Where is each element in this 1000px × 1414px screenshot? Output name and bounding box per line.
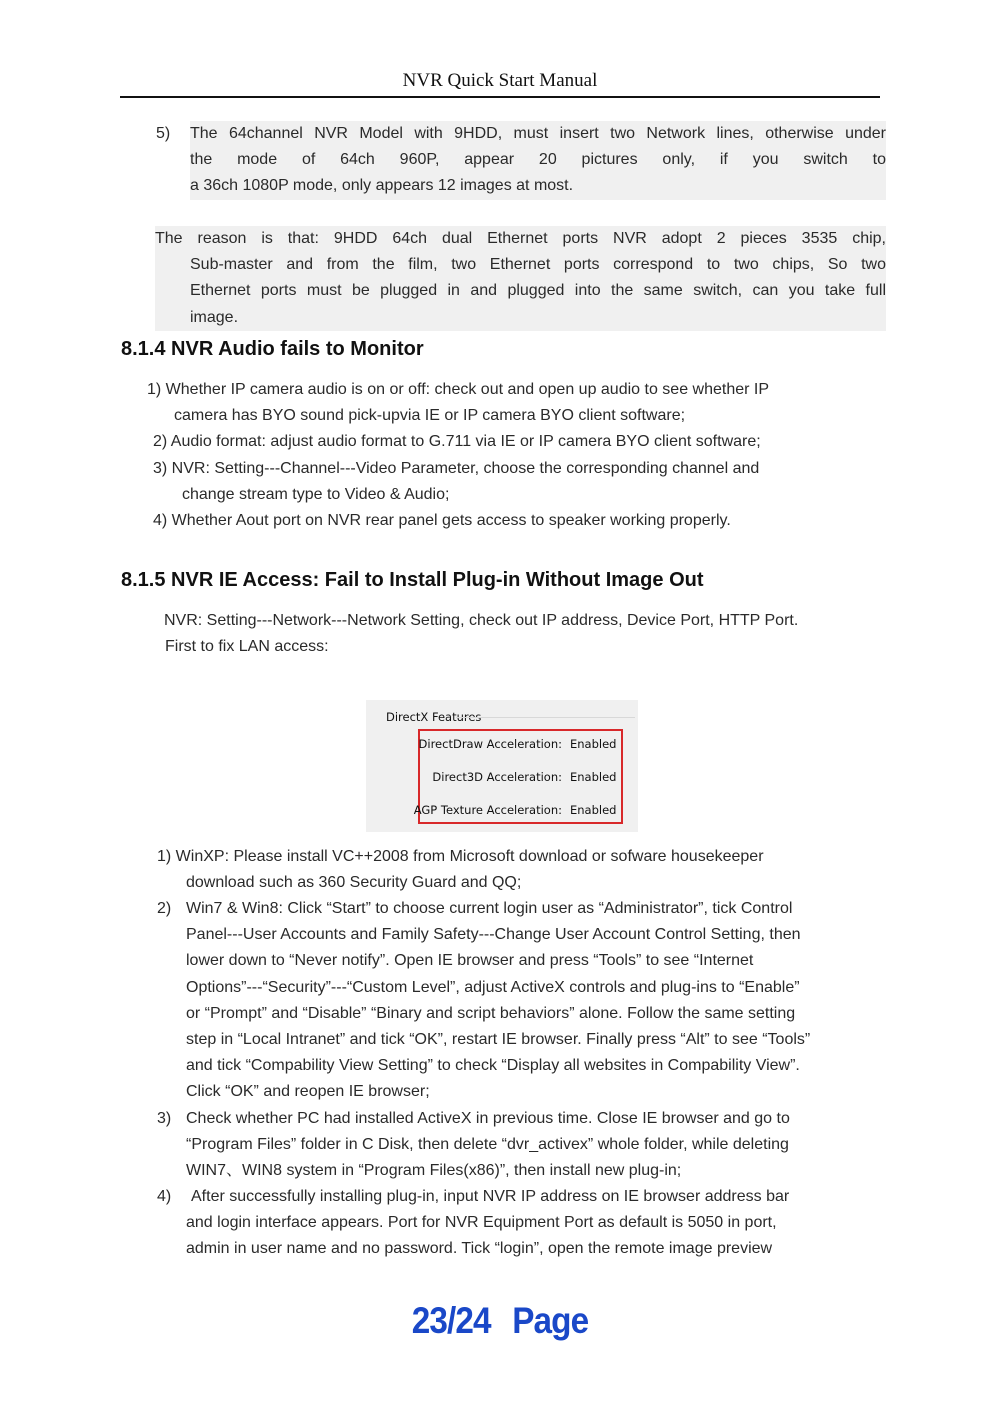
direct3d-value: Enabled — [570, 770, 617, 784]
ie-item-3-line: WIN7、WIN8 system in “Program Files(x86)”, then install new plug-in; — [186, 1162, 682, 1180]
audio-item: 2) Audio format: adjust audio format to G.711 via IE or IP camera BYO client software; — [153, 433, 761, 451]
ie-item-2-number: 2) — [157, 900, 172, 917]
directdraw-row — [419, 737, 616, 751]
ie-item-4-number: 4) — [157, 1188, 172, 1205]
directx-group-title: DirectX Features — [386, 710, 482, 724]
ie-item-4-line: admin in user name and no password. Tick “login”, open the remote image preview — [186, 1240, 773, 1258]
running-header: NVR Quick Start Manual — [402, 70, 598, 91]
ie-item-2-line: Panel---User Accounts and Family Safety---Change User Account Control Setting, then — [186, 926, 801, 944]
ie-item-2-line: Click “OK” and reopen IE browser; — [186, 1083, 430, 1101]
note-5-line: The 64channel NVR Model with 9HDD, must insert two Network lines, otherwise under — [190, 125, 886, 142]
section-heading-8-1-5: 8.1.5 NVR IE Access: Fail to Install Plug-in Without Image Out — [121, 569, 704, 591]
reason-line: The reason is that: 9HDD 64ch dual Ethernet ports NVR adopt 2 pieces 3535 chip, — [155, 230, 886, 247]
page-number: 23/24 — [411, 1300, 491, 1341]
group-divider — [456, 717, 635, 718]
network-intro — [164, 608, 798, 660]
audio-item: change stream type to Video & Audio; — [182, 485, 450, 503]
note-5-number: 5) — [156, 125, 171, 142]
page-label: Page — [512, 1300, 589, 1341]
section-heading-8-1-4: 8.1.4 NVR Audio fails to Monitor — [121, 338, 424, 360]
reason-line: image. — [190, 308, 239, 326]
directx-features-screenshot — [366, 700, 638, 832]
ie-item-4-line: After successfully installing plug-in, input NVR IP address on IE browser address bar — [191, 1188, 790, 1205]
ie-item-3-line: Check whether PC had installed ActiveX in previous time. Close IE browser and go to — [186, 1110, 790, 1127]
audio-item: camera has BYO sound pick-upvia IE or IP camera BYO client software; — [174, 407, 686, 425]
audio-item: 4) Whether Aout port on NVR rear panel gets access to speaker working properly. — [153, 512, 731, 530]
header-rule — [120, 96, 880, 98]
ie-item-2-line: step in “Local Intranet” and tick “OK”, restart IE browser. Finally press “Alt” to see “Tools” — [186, 1031, 811, 1049]
audio-item: 1) Whether IP camera audio is on or off: check out and open up audio to see whether IP — [147, 381, 770, 398]
intro-line: First to fix LAN access: — [165, 638, 329, 656]
ie-item-2-line: Win7 & Win8: Click “Start” to choose current login user as “Administrator”, tick Control — [186, 900, 793, 917]
audio-item: 3) NVR: Setting---Channel---Video Parameter, choose the corresponding channel and — [153, 459, 760, 477]
ie-item-4-line: and login interface appears. Port for NVR Equipment Port as default is 5050 in port, — [186, 1214, 777, 1232]
audio-list — [147, 377, 769, 534]
note-5-text — [190, 121, 886, 200]
direct3d-row — [432, 770, 616, 784]
ie-item-2-line: lower down to “Never notify”. Open IE browser and press “Tools” to see “Internet — [186, 952, 754, 970]
reason-line: Sub-master and from the film, two Ethernet ports correspond to two chips, So two — [190, 256, 886, 274]
ie-item-4 — [186, 1184, 789, 1263]
direct3d-label: Direct3D Acceleration: — [432, 770, 562, 784]
ie-item-1-line: download such as 360 Security Guard and QQ; — [186, 874, 522, 892]
ie-item-2 — [186, 896, 810, 1106]
agp-texture-row — [414, 803, 616, 817]
ie-item-3-number: 3) — [157, 1110, 172, 1127]
ie-item-1-line: 1) WinXP: Please install VC++2008 from Microsoft download or sofware housekeeper — [157, 848, 764, 865]
note-5-line: a 36ch 1080P mode, only appears 12 images at most. — [190, 177, 574, 195]
ie-item-2-line: Options”---“Security”---“Custom Level”, adjust ActiveX controls and plug-ins to “Enable” — [186, 978, 800, 996]
agp-texture-label: AGP Texture Acceleration: — [413, 803, 562, 817]
ie-item-1 — [157, 844, 764, 896]
agp-texture-value: Enabled — [570, 803, 617, 817]
reason-line: Ethernet ports must be plugged in and plugged into the same switch, can you take full — [190, 282, 886, 300]
reason-paragraph — [155, 226, 886, 331]
directdraw-value: Enabled — [570, 737, 617, 751]
directdraw-label: DirectDraw Acceleration: — [418, 737, 562, 751]
ie-item-3 — [186, 1106, 790, 1185]
page-footer — [50, 1300, 950, 1342]
note-5-line: the mode of 64ch 960P, appear 20 pictures only, if you switch to — [190, 151, 886, 169]
ie-item-3-line: “Program Files” folder in C Disk, then delete “dvr_activex” whole folder, while deleting — [186, 1136, 789, 1154]
intro-line: NVR: Setting---Network---Network Setting, check out IP address, Device Port, HTTP Port. — [164, 612, 799, 629]
ie-item-2-line: or “Prompt” and “Disable” “Binary and script behaviors” alone. Follow the same setting — [186, 1004, 796, 1022]
ie-item-2-line: and tick “Compability View Setting” to check “Display all websites in Compability View”. — [186, 1057, 800, 1075]
